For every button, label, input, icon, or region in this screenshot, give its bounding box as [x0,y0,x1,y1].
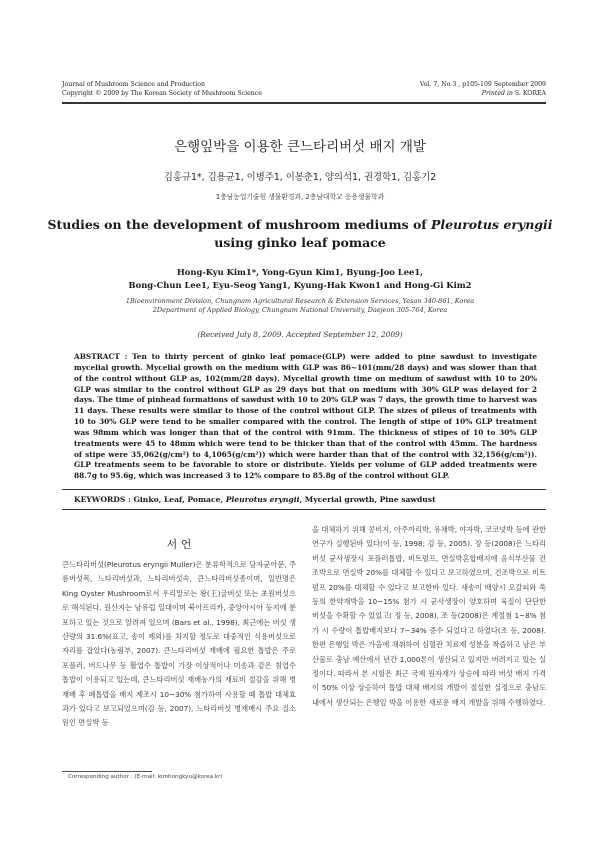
title-english-line2: using ginko leaf pomace [214,235,386,250]
authors-english [0,266,600,291]
corresponding-author-footnote: Corresponding author : (E-mail: kimhongkyu@korea.kr) [68,774,223,780]
section-heading-introduction: 서 언 [166,538,192,551]
affiliation-2: 2Department of Applied Biology, Chungnam National University, Daejeon 305-764, Korea [152,305,448,314]
affiliations-english [0,297,600,315]
journal-header [62,81,262,98]
keywords-bottom-rule [62,509,546,510]
keywords-label: KEYWORDS : [74,495,131,504]
copyright-line: Copyright © 2009 by The Korean Society of Mushroom Science [62,89,262,97]
title-english-line1: Studies on the development of mushroom mediums of [47,217,432,232]
keywords-species: Pleurotus eryngii [225,495,300,504]
keywords-text: Ginko, Leaf, Pomace, [133,495,224,504]
abstract: ABSTRACT : Ten to thirty percent of ginko leaf pomace(GLP) were added to pine sawdust to investigate mycelial growth. Mycelial growth on the medium with GLP was 86~101(mm/28 days) and was slower than that of the control without GLP as, 102(mm/28 days). Mycelial growth time on medium of sawdust with 10 to 20% GLP was similar to the control without GLP as 29 days but that on medium with 30% GLP was delayed for 2 days. The time of pinhead formations of sawdust with 10 to 20% GLP was 7 days, the growth time to harvest was 11 days. These results were similar to those of the control without GLP. The sizes of pileus of treatments with 10 to 30% GLP were tend to be smaller compared with the control. The length of stipe of 10% GLP treatment was 98mm which was longer than that of the control with 91mm. The thickness of stipes of 10 to 30% GLP treatments were 45 to 48mm which were tend to be thicker than that of the control with 45mm. The hardness of stipe were 35,062(g/cm²) to 4,1065(g/cm²)) which were harder than that of the control with 32,156(g/cm²)). GLP treatments seem to be favorable to store or distribute. Yields per volume of GLP added treatments were 88.7g to 95.6g, which was increased 3 to 12% compare to 85.8g of the control without GLP. [74,352,537,481]
journal-name: Journal of Mushroom Science and Production [62,81,205,88]
footnote-rule [62,771,152,772]
keywords [74,495,436,504]
title-korean: 은행잎박을 이용한 큰느타리버섯 배지 개발 [174,139,426,155]
keywords-top-rule [62,489,546,490]
affiliations-korean: 1충남농업기술원 생물환경과, 2충남대학교 응용생물학과 [215,193,385,201]
authors-english-line2: Bong-Chun Lee1, Eyu-Seog Yang1, Kyung-Hak Kwon1 and Hong-Gi Kim2 [128,279,472,290]
printed-line [420,90,546,99]
authors-english-line1: Hong-Kyu Kim1*, Yong-Gyun Kim1, Byung-Joo Lee1, [176,267,424,277]
body-column-left: 큰느타리버섯(Pleurotus eryngii Muller)은 분류학적으로 담자균아문, 주름버섯목, 느타리버섯과, 느타리버섯속, 큰느타리버섯종이며, 일반명은 King Oyster Mushroom로서 우리말로는 왕(王)굴버섯 또는 초원버섯으로 해석된다. 원산지는 남유럽 일대이며 북아프리카, 중앙아시아 등지에 분포하고 있는 것으로 알려져 있으며 (Bars et al., 1998), 최근에는 버섯 생산량의 31.6%(표고, 송이 제외)를 차지할 정도로 대중적인 식용버섯으로 자리를 잡았다(농림부, 2007). 큰느타리버섯 재배에 필요한 톱밥은 주로 포플러, 버드나무 등 활엽수 톱밥이 가장 이상적이나 미송과 같은 침엽수 톱밥이 이용되고 있는데, 큰느타리버섯 재배농가의 재료비 절감을 위해 병 재배 후 폐톱밥을 배지 제조시 10~30% 첨가하여 사용할 때 톱밥 대체효과가 있다고 보고되었으며(김 등, 2007), 느타리버섯 병재배시 주요 질소원인 면실박 등 [62,560,296,728]
keywords-text-post: , Mycerial growth, Pine sawdust [299,495,436,504]
title-english [0,216,600,252]
authors-korean: 김홍규1*, 김용균1, 이병주1, 이봉춘1, 양의석1, 권경학1, 김홍기2 [163,172,437,183]
volume-header [420,81,546,98]
affiliation-1: 1Bioenvironment Division, Chungnam Agricultural Research & Extension Services, Yesan 340-861, Korea [125,297,475,305]
received-dates: (Received July 8, 2009. Accepted September 12, 2009) [197,330,403,339]
volume-line: Vol. 7, No 3 , p105-109 September 2009 [419,81,546,88]
body-column-right: 을 대체하기 위해 콩비지, 아주까리박, 유채박, 야자박, 코코넛박 등에 관한 연구가 실행된바 있다(이 등, 1998; 김 등, 2005). 장 등(2008)은 느타리버섯 균사생장시 포플러톱밥, 비트펄프, 면실박혼합배지에 음식부산물 건조박으로 면실박 20%를 대체할 수 있다고 보고하였으며, 건조박으로 비트펄프 20%를 대체할 수 있다고 보고한바 있다. 새송이 배양시 오갈피와 쑥 등의 한약재박을 10~15% 첨가 시 균사생장이 양호하며 육질이 단단한 버섯을 수확할 수 있었고( 정 등, 2008), 조 등(2008)은 계절첨 1~8% 첨가 시 수량이 톱밥배지보다 7~34% 증수 되었다고 하였다(조 등, 2008). 한편 은행잎 박은 가을에 채취하여 심혈관 치료제 성분을 착즙하고 남은 부산물로 충남 예산에서 년간 1,000톤이 생산되고 있지만 버려지고 있는 실정이다. 따라서 본 시험은 최근 국제 원자재가 상승에 따라 버섯 배지 가격이 50% 이상 상승하여 톱밥 대체 배지의 개발이 절실한 실정으로 충남도내에서 생산되는 은행잎 박을 이용한 새로운 배지 개발을 위해 수행하였다. [312,525,546,707]
title-species: Pleurotus eryngii [431,217,553,232]
printed-country: S. KOREA [514,89,546,97]
printed-prefix: Printed in [481,89,513,97]
header-rule [62,102,546,104]
